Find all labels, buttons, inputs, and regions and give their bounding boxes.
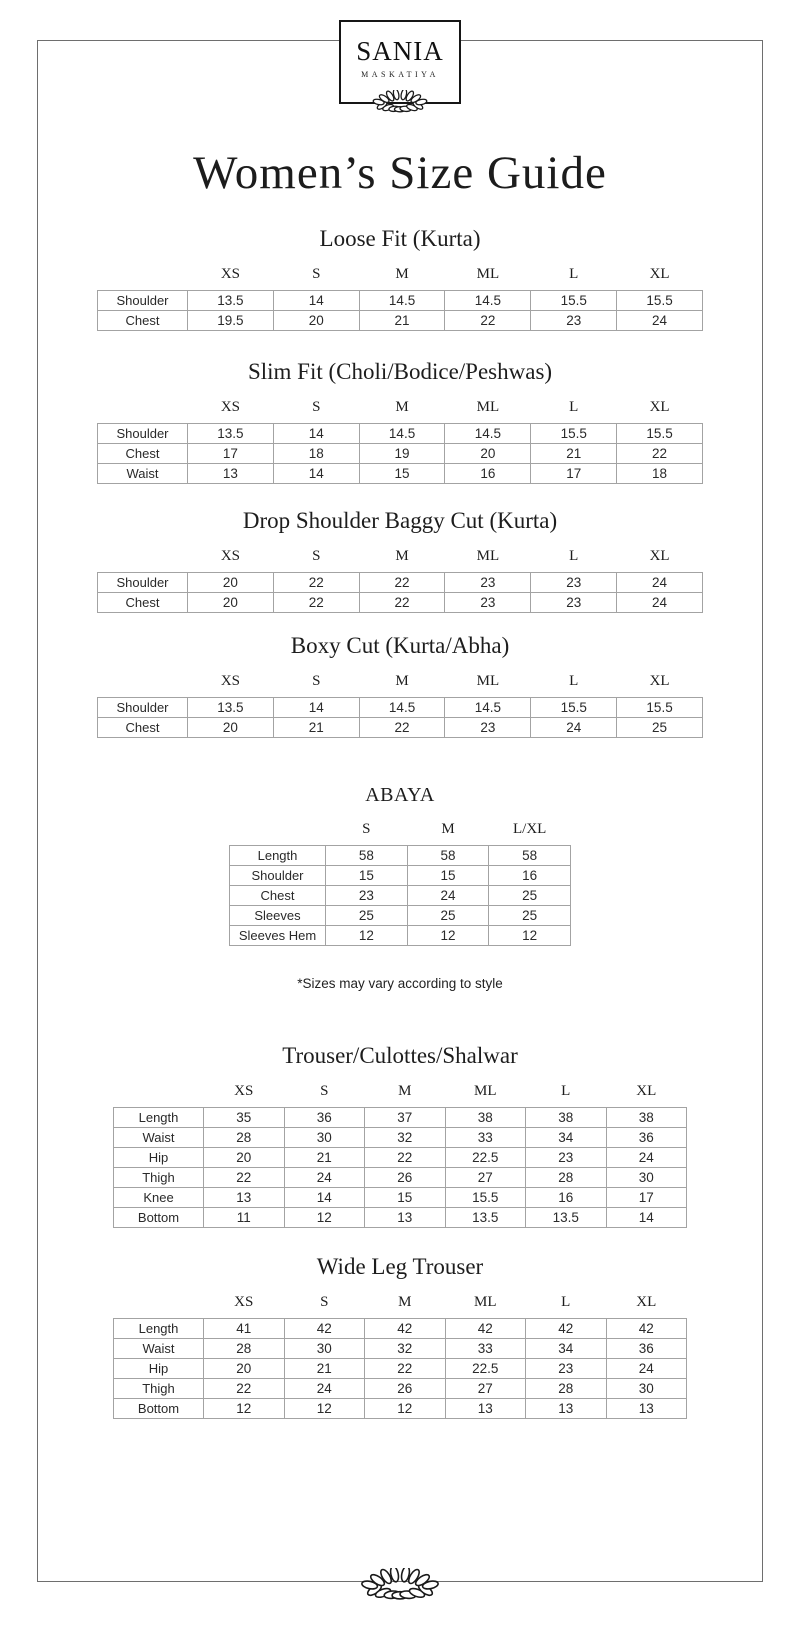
measurement-value: 14.5 bbox=[445, 698, 531, 718]
measurement-value: 27 bbox=[445, 1379, 526, 1399]
measurement-label: Thigh bbox=[114, 1379, 204, 1399]
size-section bbox=[0, 359, 800, 484]
measurement-value: 12 bbox=[407, 926, 489, 946]
measurement-value: 13.5 bbox=[188, 424, 274, 444]
measurement-value: 11 bbox=[204, 1208, 285, 1228]
measurement-value: 15.5 bbox=[531, 424, 617, 444]
measurement-row bbox=[114, 1108, 687, 1128]
measurement-row bbox=[230, 926, 571, 946]
measurement-label: Bottom bbox=[114, 1399, 204, 1419]
size-column-header: S bbox=[312, 548, 321, 564]
measurement-value: 24 bbox=[531, 718, 617, 738]
size-header-row bbox=[98, 266, 703, 291]
measurement-value: 13.5 bbox=[445, 1208, 526, 1228]
measurement-value: 36 bbox=[284, 1108, 365, 1128]
brand-subname: MASKATIYA bbox=[361, 70, 439, 79]
measurement-row bbox=[98, 593, 703, 613]
measurement-row bbox=[98, 291, 703, 311]
measurement-value: 38 bbox=[526, 1108, 607, 1128]
measurement-label: Sleeves Hem bbox=[230, 926, 326, 946]
size-column-header: XS bbox=[220, 399, 240, 415]
size-header-row bbox=[98, 399, 703, 424]
measurement-value: 20 bbox=[204, 1148, 285, 1168]
corner-cell bbox=[230, 821, 326, 846]
measurement-value: 34 bbox=[526, 1339, 607, 1359]
measurement-label: Shoulder bbox=[98, 424, 188, 444]
measurement-value: 22.5 bbox=[445, 1148, 526, 1168]
measurement-value: 19 bbox=[359, 444, 445, 464]
measurement-value: 14 bbox=[273, 424, 359, 444]
size-column-header: M bbox=[398, 1294, 412, 1310]
measurement-label: Waist bbox=[98, 464, 188, 484]
measurement-value: 19.5 bbox=[188, 311, 274, 331]
measurement-value: 20 bbox=[188, 593, 274, 613]
size-column-header: ML bbox=[476, 266, 500, 282]
measurement-value: 28 bbox=[204, 1128, 285, 1148]
measurement-label: Bottom bbox=[114, 1208, 204, 1228]
size-column-header: M bbox=[395, 399, 409, 415]
measurement-label: Waist bbox=[114, 1339, 204, 1359]
section-title: Wide Leg Trouser bbox=[316, 1254, 484, 1279]
size-column-header: XS bbox=[234, 1083, 254, 1099]
measurement-value: 25 bbox=[489, 906, 571, 926]
size-table bbox=[97, 266, 703, 331]
size-column-header: XL bbox=[649, 673, 670, 689]
measurement-row bbox=[114, 1208, 687, 1228]
measurement-row bbox=[114, 1148, 687, 1168]
measurement-value: 58 bbox=[407, 846, 489, 866]
measurement-value: 32 bbox=[365, 1128, 446, 1148]
measurement-row bbox=[230, 866, 571, 886]
measurement-value: 22 bbox=[204, 1168, 285, 1188]
measurement-value: 24 bbox=[617, 593, 703, 613]
footer-leaf-ornament-icon bbox=[354, 1568, 446, 1602]
size-section bbox=[0, 1254, 800, 1419]
measurement-value: 25 bbox=[407, 906, 489, 926]
measurement-value: 30 bbox=[606, 1379, 687, 1399]
size-header-row bbox=[114, 1083, 687, 1108]
size-column-header: ML bbox=[474, 1294, 497, 1310]
size-column-header: S bbox=[362, 821, 371, 837]
measurement-label: Chest bbox=[98, 311, 188, 331]
measurement-value: 20 bbox=[188, 718, 274, 738]
measurement-row bbox=[98, 573, 703, 593]
measurement-value: 35 bbox=[204, 1108, 285, 1128]
measurement-value: 22 bbox=[359, 593, 445, 613]
measurement-value: 18 bbox=[273, 444, 359, 464]
measurement-value: 22 bbox=[365, 1359, 446, 1379]
size-column-header: XL bbox=[649, 266, 670, 282]
measurement-row bbox=[98, 311, 703, 331]
size-column-header: S bbox=[312, 399, 321, 415]
measurement-value: 22 bbox=[359, 718, 445, 738]
measurement-value: 30 bbox=[284, 1339, 365, 1359]
brand-logo bbox=[339, 20, 461, 104]
measurement-value: 58 bbox=[489, 846, 571, 866]
measurement-value: 25 bbox=[326, 906, 408, 926]
measurement-value: 34 bbox=[526, 1128, 607, 1148]
measurement-row bbox=[114, 1359, 687, 1379]
size-table bbox=[113, 1294, 687, 1419]
measurement-value: 16 bbox=[489, 866, 571, 886]
size-section bbox=[0, 508, 800, 613]
measurement-value: 41 bbox=[204, 1319, 285, 1339]
corner-cell bbox=[98, 548, 188, 573]
measurement-value: 21 bbox=[273, 718, 359, 738]
measurement-value: 15.5 bbox=[617, 291, 703, 311]
size-column-header: L bbox=[569, 266, 579, 282]
measurement-value: 20 bbox=[273, 311, 359, 331]
measurement-value: 24 bbox=[407, 886, 489, 906]
measurement-value: 23 bbox=[531, 311, 617, 331]
measurement-value: 21 bbox=[359, 311, 445, 331]
size-footnote: *Sizes may vary according to style bbox=[297, 976, 503, 991]
measurement-row bbox=[98, 444, 703, 464]
measurement-value: 24 bbox=[617, 311, 703, 331]
size-column-header: XS bbox=[220, 548, 240, 564]
measurement-value: 24 bbox=[284, 1379, 365, 1399]
measurement-value: 23 bbox=[531, 573, 617, 593]
measurement-value: 14 bbox=[284, 1188, 365, 1208]
measurement-label: Length bbox=[230, 846, 326, 866]
measurement-value: 20 bbox=[445, 444, 531, 464]
measurement-label: Shoulder bbox=[230, 866, 326, 886]
measurement-value: 18 bbox=[617, 464, 703, 484]
measurement-label: Chest bbox=[230, 886, 326, 906]
measurement-value: 15.5 bbox=[531, 291, 617, 311]
measurement-value: 30 bbox=[284, 1128, 365, 1148]
measurement-label: Shoulder bbox=[98, 291, 188, 311]
measurement-value: 25 bbox=[617, 718, 703, 738]
size-column-header: ML bbox=[476, 548, 500, 564]
measurement-value: 17 bbox=[606, 1188, 687, 1208]
measurement-row bbox=[114, 1379, 687, 1399]
measurement-value: 23 bbox=[445, 718, 531, 738]
size-column-header: XS bbox=[220, 266, 240, 282]
size-column-header: M bbox=[398, 1083, 412, 1099]
size-header-row bbox=[114, 1294, 687, 1319]
size-column-header: S bbox=[312, 673, 321, 689]
measurement-value: 20 bbox=[188, 573, 274, 593]
measurement-value: 21 bbox=[284, 1359, 365, 1379]
measurement-value: 42 bbox=[365, 1319, 446, 1339]
measurement-value: 15 bbox=[359, 464, 445, 484]
measurement-value: 14 bbox=[273, 464, 359, 484]
measurement-value: 42 bbox=[526, 1319, 607, 1339]
section-title: Boxy Cut (Kurta/Abha) bbox=[290, 633, 510, 658]
measurement-value: 15.5 bbox=[617, 698, 703, 718]
size-column-header: M bbox=[395, 266, 409, 282]
measurement-value: 32 bbox=[365, 1339, 446, 1359]
measurement-value: 42 bbox=[284, 1319, 365, 1339]
measurement-value: 38 bbox=[606, 1108, 687, 1128]
measurement-value: 15.5 bbox=[445, 1188, 526, 1208]
measurement-row bbox=[230, 886, 571, 906]
measurement-value: 16 bbox=[526, 1188, 607, 1208]
measurement-value: 13.5 bbox=[188, 698, 274, 718]
measurement-row bbox=[114, 1399, 687, 1419]
size-column-header: XL bbox=[636, 1083, 657, 1099]
measurement-value: 22 bbox=[617, 444, 703, 464]
measurement-value: 28 bbox=[204, 1339, 285, 1359]
measurement-value: 12 bbox=[284, 1208, 365, 1228]
measurement-value: 21 bbox=[531, 444, 617, 464]
measurement-value: 17 bbox=[531, 464, 617, 484]
measurement-value: 14.5 bbox=[359, 424, 445, 444]
measurement-value: 42 bbox=[445, 1319, 526, 1339]
measurement-label: Chest bbox=[98, 718, 188, 738]
measurement-value: 33 bbox=[445, 1339, 526, 1359]
measurement-row bbox=[114, 1168, 687, 1188]
measurement-label: Hip bbox=[114, 1148, 204, 1168]
size-column-header: L bbox=[561, 1294, 571, 1310]
measurement-value: 23 bbox=[531, 593, 617, 613]
measurement-value: 15.5 bbox=[617, 424, 703, 444]
measurement-label: Chest bbox=[98, 593, 188, 613]
size-column-header: L bbox=[569, 399, 579, 415]
size-section bbox=[0, 226, 800, 331]
size-column-header: ML bbox=[476, 673, 500, 689]
measurement-value: 23 bbox=[526, 1148, 607, 1168]
size-column-header: XL bbox=[636, 1294, 657, 1310]
measurement-value: 17 bbox=[188, 444, 274, 464]
measurement-value: 22 bbox=[445, 311, 531, 331]
size-header-row bbox=[230, 821, 571, 846]
measurement-value: 24 bbox=[606, 1148, 687, 1168]
section-title: Slim Fit (Choli/Bodice/Peshwas) bbox=[247, 359, 553, 384]
section-title: Trouser/Culottes/Shalwar bbox=[282, 1043, 518, 1068]
measurement-value: 14.5 bbox=[445, 291, 531, 311]
measurement-value: 20 bbox=[204, 1359, 285, 1379]
measurement-label: Length bbox=[114, 1108, 204, 1128]
measurement-value: 22.5 bbox=[445, 1359, 526, 1379]
measurement-value: 13 bbox=[204, 1188, 285, 1208]
measurement-value: 13 bbox=[526, 1399, 607, 1419]
measurement-value: 30 bbox=[606, 1168, 687, 1188]
size-header-row bbox=[98, 673, 703, 698]
measurement-value: 13 bbox=[606, 1399, 687, 1419]
measurement-value: 24 bbox=[284, 1168, 365, 1188]
measurement-value: 25 bbox=[489, 886, 571, 906]
measurement-value: 14 bbox=[273, 698, 359, 718]
measurement-value: 28 bbox=[526, 1168, 607, 1188]
measurement-value: 23 bbox=[326, 886, 408, 906]
page-title: Women’s Size Guide bbox=[193, 147, 607, 199]
size-column-header: ML bbox=[476, 399, 500, 415]
measurement-value: 42 bbox=[606, 1319, 687, 1339]
measurement-value: 12 bbox=[204, 1399, 285, 1419]
measurement-value: 38 bbox=[445, 1108, 526, 1128]
measurement-value: 12 bbox=[365, 1399, 446, 1419]
measurement-value: 15 bbox=[326, 866, 408, 886]
measurement-row bbox=[98, 424, 703, 444]
size-column-header: L bbox=[561, 1083, 571, 1099]
measurement-row bbox=[98, 718, 703, 738]
leaf-ornament-icon bbox=[368, 90, 432, 114]
measurement-value: 12 bbox=[326, 926, 408, 946]
size-header-row bbox=[98, 548, 703, 573]
measurement-label: Knee bbox=[114, 1188, 204, 1208]
measurement-value: 22 bbox=[365, 1148, 446, 1168]
measurement-row bbox=[114, 1128, 687, 1148]
measurement-row bbox=[98, 464, 703, 484]
size-section bbox=[0, 1043, 800, 1228]
measurement-value: 15 bbox=[407, 866, 489, 886]
measurement-label: Shoulder bbox=[98, 573, 188, 593]
measurement-row bbox=[230, 846, 571, 866]
measurement-value: 15 bbox=[365, 1188, 446, 1208]
measurement-label: Length bbox=[114, 1319, 204, 1339]
size-column-header: XL bbox=[649, 548, 670, 564]
measurement-label: Thigh bbox=[114, 1168, 204, 1188]
measurement-value: 33 bbox=[445, 1128, 526, 1148]
measurement-label: Waist bbox=[114, 1128, 204, 1148]
measurement-value: 13.5 bbox=[188, 291, 274, 311]
size-column-header: S bbox=[320, 1294, 329, 1310]
measurement-row bbox=[230, 906, 571, 926]
measurement-label: Sleeves bbox=[230, 906, 326, 926]
sections bbox=[0, 226, 800, 1419]
measurement-label: Chest bbox=[98, 444, 188, 464]
size-section bbox=[0, 633, 800, 738]
measurement-row bbox=[114, 1339, 687, 1359]
size-column-header: ML bbox=[474, 1083, 497, 1099]
measurement-value: 15.5 bbox=[531, 698, 617, 718]
measurement-label: Shoulder bbox=[98, 698, 188, 718]
measurement-value: 14 bbox=[273, 291, 359, 311]
size-column-header: XS bbox=[234, 1294, 254, 1310]
measurement-value: 21 bbox=[284, 1148, 365, 1168]
size-column-header: S bbox=[320, 1083, 329, 1099]
measurement-value: 22 bbox=[273, 593, 359, 613]
size-column-header: XL bbox=[649, 399, 670, 415]
size-section bbox=[0, 784, 800, 991]
section-title: Loose Fit (Kurta) bbox=[319, 226, 481, 251]
measurement-value: 37 bbox=[365, 1108, 446, 1128]
measurement-value: 24 bbox=[606, 1359, 687, 1379]
measurement-value: 36 bbox=[606, 1128, 687, 1148]
measurement-value: 58 bbox=[326, 846, 408, 866]
size-column-header: XS bbox=[220, 673, 240, 689]
measurement-value: 28 bbox=[526, 1379, 607, 1399]
corner-cell bbox=[98, 266, 188, 291]
measurement-value: 22 bbox=[359, 573, 445, 593]
measurement-value: 13 bbox=[365, 1208, 446, 1228]
size-table bbox=[229, 821, 571, 946]
corner-cell bbox=[114, 1294, 204, 1319]
size-column-header: M bbox=[441, 821, 455, 837]
measurement-value: 26 bbox=[365, 1379, 446, 1399]
measurement-value: 12 bbox=[489, 926, 571, 946]
size-column-header: L bbox=[569, 548, 579, 564]
size-column-header: L/XL bbox=[512, 821, 547, 837]
measurement-value: 36 bbox=[606, 1339, 687, 1359]
brand-name: SANIA bbox=[356, 36, 444, 66]
measurement-value: 22 bbox=[273, 573, 359, 593]
measurement-value: 23 bbox=[445, 593, 531, 613]
size-column-header: M bbox=[395, 673, 409, 689]
measurement-value: 14.5 bbox=[359, 291, 445, 311]
measurement-row bbox=[114, 1319, 687, 1339]
size-table bbox=[97, 399, 703, 484]
size-table bbox=[97, 548, 703, 613]
section-title: Drop Shoulder Baggy Cut (Kurta) bbox=[242, 508, 558, 533]
size-column-header: S bbox=[312, 266, 321, 282]
section-title: ABAYA bbox=[365, 784, 435, 806]
measurement-value: 27 bbox=[445, 1168, 526, 1188]
measurement-value: 12 bbox=[284, 1399, 365, 1419]
size-column-header: L bbox=[569, 673, 579, 689]
measurement-value: 13.5 bbox=[526, 1208, 607, 1228]
measurement-row bbox=[98, 698, 703, 718]
measurement-value: 26 bbox=[365, 1168, 446, 1188]
measurement-value: 14 bbox=[606, 1208, 687, 1228]
size-table bbox=[97, 673, 703, 738]
measurement-value: 23 bbox=[526, 1359, 607, 1379]
measurement-value: 22 bbox=[204, 1379, 285, 1399]
measurement-value: 23 bbox=[445, 573, 531, 593]
corner-cell bbox=[98, 399, 188, 424]
measurement-value: 14.5 bbox=[359, 698, 445, 718]
measurement-value: 13 bbox=[188, 464, 274, 484]
measurement-value: 13 bbox=[445, 1399, 526, 1419]
measurement-row bbox=[114, 1188, 687, 1208]
corner-cell bbox=[114, 1083, 204, 1108]
measurement-value: 16 bbox=[445, 464, 531, 484]
corner-cell bbox=[98, 673, 188, 698]
measurement-label: Hip bbox=[114, 1359, 204, 1379]
size-table bbox=[113, 1083, 687, 1228]
measurement-value: 24 bbox=[617, 573, 703, 593]
measurement-value: 14.5 bbox=[445, 424, 531, 444]
size-column-header: M bbox=[395, 548, 409, 564]
